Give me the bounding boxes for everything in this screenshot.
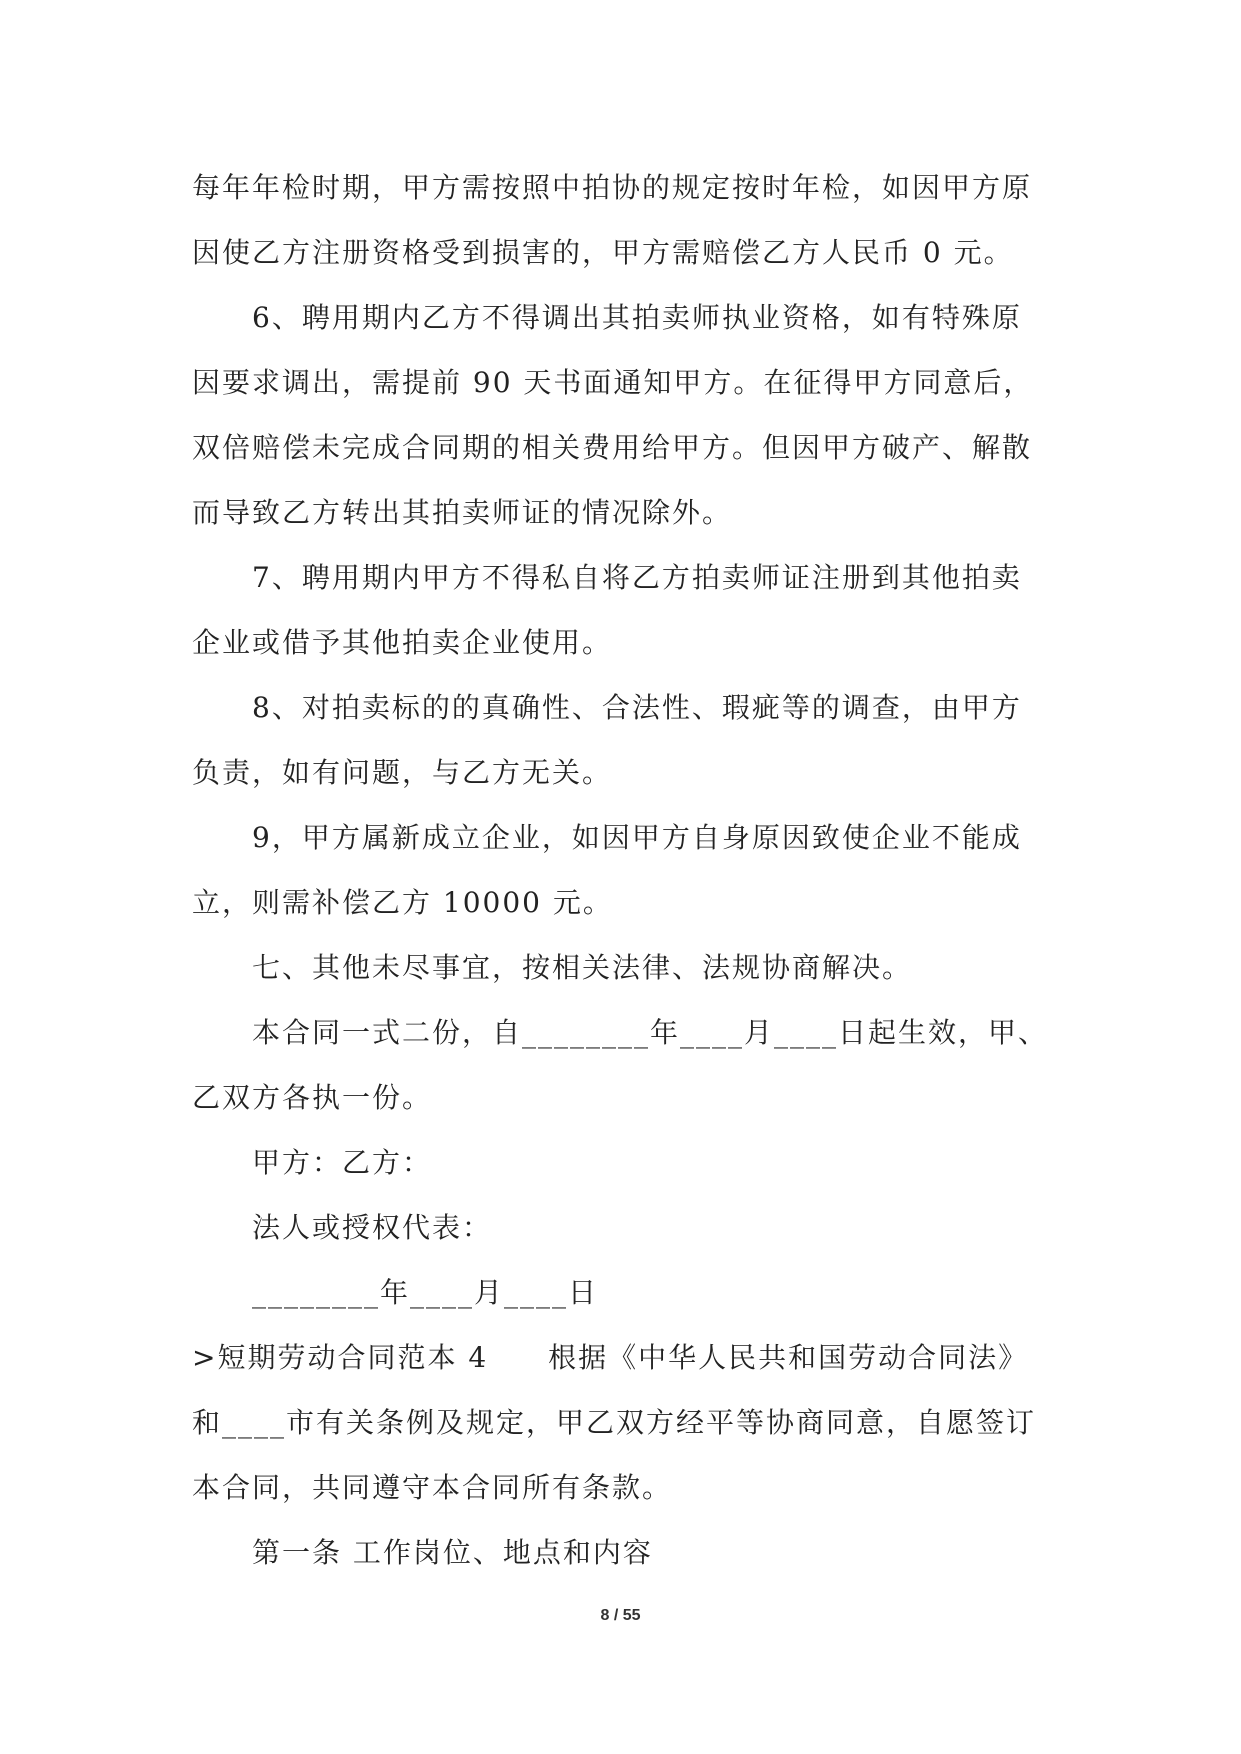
text-line: 因要求调出，需提前 90 天书面通知甲方。在征得甲方同意后， (192, 366, 1034, 399)
text-line: 9，甲方属新成立企业，如因甲方自身原因致使企业不能成 (252, 821, 1022, 854)
text-line: 本合同，共同遵守本合同所有条款。 (192, 1471, 673, 1504)
text-line: 双倍赔偿未完成合同期的相关费用给甲方。但因甲方破产、解散 (192, 431, 1033, 464)
text-line: 8、对拍卖标的的真确性、合法性、瑕疵等的调查，由甲方 (252, 691, 1022, 724)
text-line: 负责，如有问题，与乙方无关。 (192, 756, 613, 789)
article-heading: 第一条 工作岗位、地点和内容 (252, 1536, 653, 1569)
section-heading: >短期劳动合同范本 4 根据《中华人民共和国劳动合同法》 (192, 1341, 1029, 1374)
text-line: 每年年检时期，甲方需按照中拍协的规定按时年检，如因甲方原 (192, 171, 1033, 204)
text-line: 七、其他未尽事宜，按相关法律、法规协商解决。 (252, 951, 913, 984)
signature-parties: 甲方：乙方： (252, 1146, 433, 1179)
text-line: 乙双方各执一份。 (192, 1081, 433, 1114)
document-body (192, 155, 1052, 1585)
text-line: 企业或借予其他拍卖企业使用。 (192, 626, 613, 659)
text-line: 6、聘用期内乙方不得调出其拍卖师执业资格，如有特殊原 (252, 301, 1022, 334)
text-line: 因使乙方注册资格受到损害的，甲方需赔偿乙方人民币 0 元。 (192, 236, 1014, 269)
text-line: 7、聘用期内甲方不得私自将乙方拍卖师证注册到其他拍卖 (252, 561, 1022, 594)
page-number: 8 / 55 (600, 1607, 641, 1624)
text-line: 立，则需补偿乙方 10000 元。 (192, 886, 613, 919)
text-line: 和____市有关条例及规定，甲乙双方经平等协商同意，自愿签订 (192, 1406, 1037, 1439)
text-line: 本合同一式二份，自________年____月____日起生效，甲、 (252, 1016, 1049, 1049)
signature-date: ________年____月____日 (252, 1276, 599, 1309)
text-line: 而导致乙方转出其拍卖师证的情况除外。 (192, 496, 733, 529)
signature-representative: 法人或授权代表： (252, 1211, 493, 1244)
